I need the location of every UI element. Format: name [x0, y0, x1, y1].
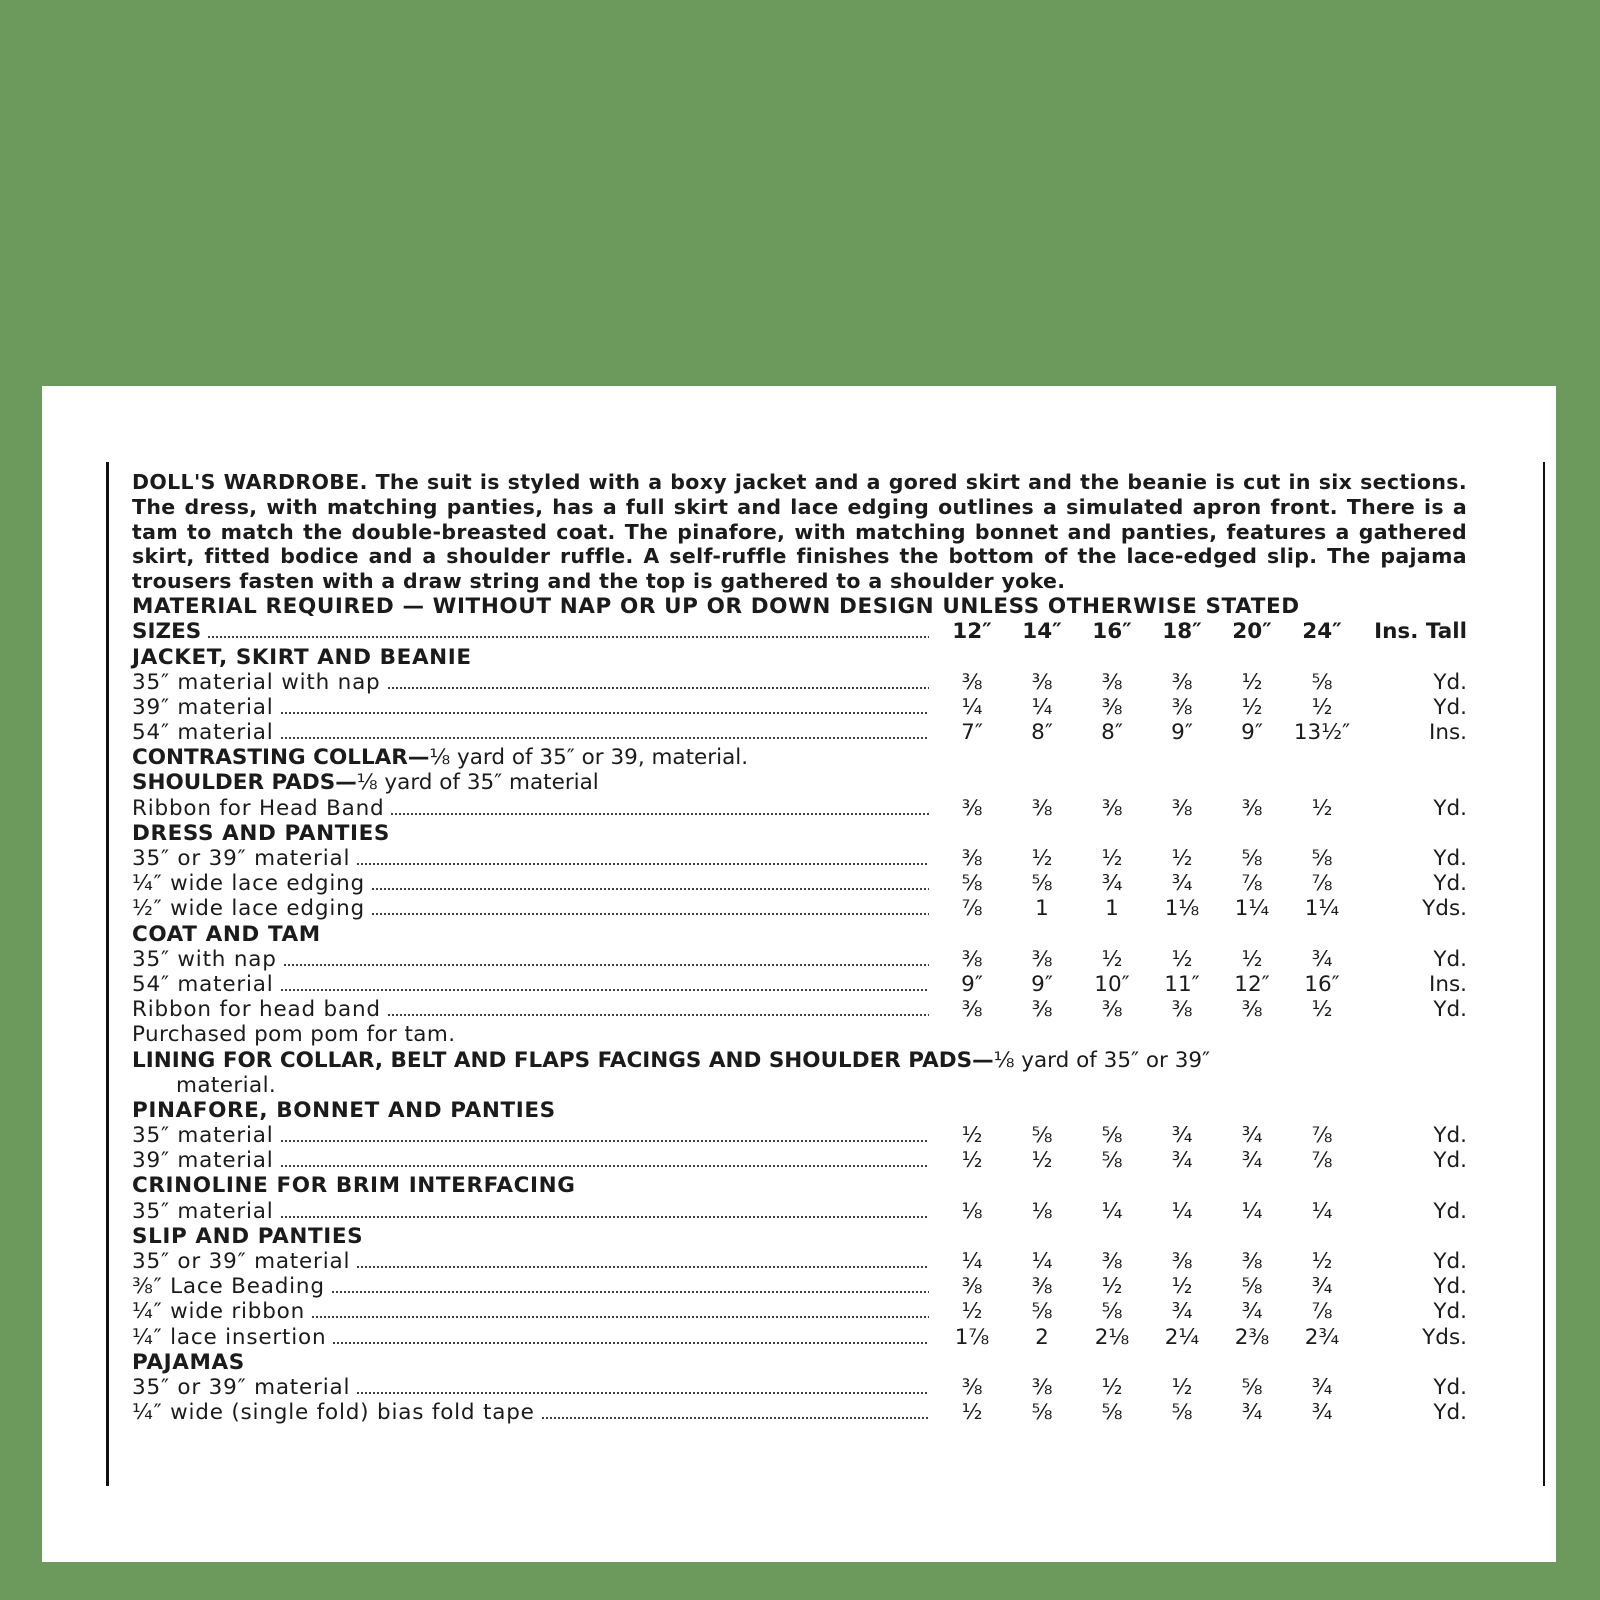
- dot-leader: [207, 636, 929, 638]
- unit-cell: Yd.: [1433, 669, 1467, 695]
- item-values: [937, 896, 1357, 921]
- quantity-cell: ¾: [1171, 1299, 1193, 1325]
- quantity-cell: ⅜: [1031, 1374, 1053, 1400]
- quantity-cell: 8″: [1031, 720, 1053, 746]
- quantity-cell: ⅝: [1171, 1400, 1193, 1426]
- material-row: [132, 1274, 1467, 1299]
- material-row: [132, 695, 1467, 720]
- plain-note: Purchased pom pom for tam.: [132, 1022, 456, 1048]
- section-heading: COAT AND TAM: [132, 921, 321, 947]
- section-heading: DRESS AND PANTIES: [132, 820, 390, 846]
- quantity-cell: 9″: [1171, 720, 1193, 746]
- note-line: [132, 1047, 1467, 1072]
- size-value: 24″: [1302, 619, 1342, 645]
- quantity-cell: ⅜: [1101, 669, 1123, 695]
- item-values: [937, 1199, 1357, 1224]
- item-label: 39″ material: [132, 694, 274, 720]
- dot-leader: [280, 712, 929, 714]
- quantity-cell: ½: [1171, 846, 1193, 872]
- size-values: [937, 619, 1357, 644]
- item-label: 54″ material: [132, 971, 274, 997]
- quantity-cell: ⅜: [1031, 669, 1053, 695]
- quantity-cell: ¾: [1311, 946, 1333, 972]
- material-row: [132, 1324, 1467, 1349]
- item-label: 54″ material: [132, 720, 274, 746]
- quantity-cell: ¼: [1171, 1198, 1193, 1224]
- unit-cell: Yd.: [1433, 1374, 1467, 1400]
- size-value: 16″: [1092, 619, 1132, 645]
- unit-cell: Yd.: [1433, 795, 1467, 821]
- unit-cell: Yd.: [1433, 997, 1467, 1023]
- quantity-cell: 9″: [1031, 971, 1053, 997]
- quantity-cell: ½: [1101, 846, 1123, 872]
- quantity-cell: ⅛: [961, 1198, 983, 1224]
- size-value: 20″: [1232, 619, 1272, 645]
- quantity-cell: ¾: [1241, 1299, 1263, 1325]
- item-label: 35″ material: [132, 1198, 274, 1224]
- quantity-cell: ¾: [1311, 1374, 1333, 1400]
- quantity-cell: ½: [1311, 694, 1333, 720]
- item-values: [937, 796, 1357, 821]
- size-value: 12″: [952, 619, 992, 645]
- dot-leader: [331, 1291, 929, 1293]
- quantity-cell: ½: [1311, 997, 1333, 1023]
- quantity-cell: ¼: [1031, 694, 1053, 720]
- item-label: 35″ or 39″ material: [132, 846, 351, 872]
- material-row: [132, 871, 1467, 896]
- quantity-cell: ⅝: [1241, 846, 1263, 872]
- material-row: [132, 1198, 1467, 1223]
- quantity-cell: ⅝: [961, 871, 983, 897]
- quantity-cell: ½: [1241, 694, 1263, 720]
- quantity-cell: ½: [1101, 1274, 1123, 1300]
- note-line: [132, 745, 1467, 770]
- quantity-cell: ⅝: [1241, 1274, 1263, 1300]
- item-label: Ribbon for head band: [132, 997, 381, 1023]
- item-label: 35″ with nap: [132, 946, 277, 972]
- quantity-cell: 9″: [1241, 720, 1263, 746]
- quantity-cell: ¼: [1241, 1198, 1263, 1224]
- dot-leader: [280, 1216, 929, 1218]
- item-label: 35″ or 39″ material: [132, 1249, 351, 1275]
- quantity-cell: 13½″: [1293, 720, 1351, 746]
- quantity-cell: ½: [1031, 1148, 1053, 1174]
- quantity-cell: ⅝: [1101, 1400, 1123, 1426]
- quantity-cell: ½: [1311, 795, 1333, 821]
- quantity-cell: ¾: [1171, 1123, 1193, 1149]
- quantity-cell: ⅜: [961, 1274, 983, 1300]
- quantity-cell: ⅜: [961, 997, 983, 1023]
- continued-text: material.: [176, 1072, 277, 1098]
- quantity-cell: ½: [1171, 946, 1193, 972]
- quantity-cell: ⅜: [1031, 946, 1053, 972]
- quantity-cell: 8″: [1101, 720, 1123, 746]
- item-label: ¼″ wide (single fold) bias fold tape: [132, 1400, 535, 1426]
- item-values: [937, 947, 1357, 972]
- quantity-cell: ⅜: [1171, 997, 1193, 1023]
- section-heading: JACKET, SKIRT AND BEANIE: [132, 644, 472, 670]
- quantity-cell: ⅜: [1171, 795, 1193, 821]
- section-heading: PINAFORE, BONNET AND PANTIES: [132, 1097, 556, 1123]
- unit-cell: Yd.: [1433, 1299, 1467, 1325]
- quantity-cell: 10″: [1094, 971, 1130, 997]
- unit-cell: Yd.: [1433, 1249, 1467, 1275]
- dot-leader: [311, 1316, 929, 1318]
- material-row: [132, 1299, 1467, 1324]
- note-text: ⅛ yard of 35″ material: [356, 770, 599, 796]
- quantity-cell: ½: [1101, 946, 1123, 972]
- quantity-cell: ⅜: [1031, 997, 1053, 1023]
- dot-leader: [356, 1266, 929, 1268]
- quantity-cell: 1: [1105, 896, 1119, 922]
- unit-cell: Yd.: [1433, 1274, 1467, 1300]
- quantity-cell: ⅞: [961, 896, 983, 922]
- quantity-cell: ¾: [1241, 1123, 1263, 1149]
- quantity-cell: ⅝: [1101, 1299, 1123, 1325]
- dot-leader: [387, 687, 930, 689]
- item-label: 35″ material with nap: [132, 669, 381, 695]
- quantity-cell: ½: [1101, 1374, 1123, 1400]
- quantity-cell: ⅝: [1311, 669, 1333, 695]
- quantity-cell: ⅜: [1031, 795, 1053, 821]
- quantity-cell: ⅞: [1311, 1299, 1333, 1325]
- quantity-cell: ½: [1241, 946, 1263, 972]
- dot-leader: [356, 1392, 929, 1394]
- quantity-cell: 2¾: [1304, 1324, 1340, 1350]
- material-row: [132, 997, 1467, 1022]
- sizes-row: [132, 619, 1467, 644]
- quantity-cell: ¾: [1311, 1274, 1333, 1300]
- note-heading: LINING FOR COLLAR, BELT AND FLAPS FACINGS AND SHOULDER PADS—: [132, 1047, 994, 1073]
- material-row: [132, 1123, 1467, 1148]
- item-values: [937, 670, 1357, 695]
- note-text: ⅛ yard of 35″ or 39″: [993, 1047, 1211, 1073]
- quantity-cell: 9″: [961, 971, 983, 997]
- quantity-cell: ⅜: [1171, 694, 1193, 720]
- quantity-cell: 2⅛: [1094, 1324, 1130, 1350]
- note-heading: CONTRASTING COLLAR—: [132, 745, 430, 771]
- item-values: [937, 972, 1357, 997]
- quantity-cell: ½: [961, 1400, 983, 1426]
- quantity-cell: ⅞: [1311, 1123, 1333, 1149]
- quantity-cell: ¼: [1031, 1249, 1053, 1275]
- quantity-cell: ⅝: [1031, 1400, 1053, 1426]
- quantity-cell: ½: [1311, 1249, 1333, 1275]
- quantity-cell: ¾: [1101, 871, 1123, 897]
- quantity-cell: 1¼: [1304, 896, 1340, 922]
- sizes-unit: Ins. Tall: [1374, 619, 1467, 645]
- material-row: [132, 846, 1467, 871]
- material-row: [132, 947, 1467, 972]
- material-row: [132, 896, 1467, 921]
- quantity-cell: ½: [961, 1299, 983, 1325]
- quantity-cell: ½: [961, 1148, 983, 1174]
- quantity-cell: ⅜: [1101, 1249, 1123, 1275]
- quantity-cell: ¾: [1241, 1148, 1263, 1174]
- item-values: [937, 871, 1357, 896]
- quantity-cell: ⅜: [1171, 669, 1193, 695]
- quantity-cell: ⅝: [1031, 1123, 1053, 1149]
- quantity-cell: 1⅞: [954, 1324, 990, 1350]
- quantity-cell: 2⅜: [1234, 1324, 1270, 1350]
- item-values: [937, 720, 1357, 745]
- section-heading: PAJAMAS: [132, 1349, 245, 1375]
- item-label: 35″ or 39″ material: [132, 1374, 351, 1400]
- material-row: [132, 1148, 1467, 1173]
- item-label: Ribbon for Head Band: [132, 795, 385, 821]
- section-heading: SLIP AND PANTIES: [132, 1223, 364, 1249]
- item-label: ¼″ wide ribbon: [132, 1299, 306, 1325]
- item-values: [937, 1325, 1357, 1350]
- material-row: [132, 670, 1467, 695]
- quantity-cell: ¾: [1171, 1148, 1193, 1174]
- item-label: 39″ material: [132, 1148, 274, 1174]
- material-row: [132, 1375, 1467, 1400]
- quantity-cell: ⅜: [961, 846, 983, 872]
- unit-cell: Yd.: [1433, 1198, 1467, 1224]
- unit-cell: Yds.: [1422, 1324, 1467, 1350]
- item-label: ¼″ lace insertion: [132, 1324, 327, 1350]
- sizes-label: SIZES: [132, 619, 202, 645]
- item-label: 35″ material: [132, 1123, 274, 1149]
- quantity-cell: ¼: [961, 1249, 983, 1275]
- quantity-cell: 11″: [1164, 971, 1200, 997]
- quantity-cell: ¾: [1311, 1400, 1333, 1426]
- item-values: [937, 1123, 1357, 1148]
- unit-cell: Yd.: [1433, 694, 1467, 720]
- dot-leader: [541, 1417, 929, 1419]
- unit-cell: Yd.: [1433, 871, 1467, 897]
- material-heading-text: MATERIAL REQUIRED — WITHOUT NAP OR UP OR DOWN DESIGN UNLESS OTHERWISE STATED: [132, 594, 1300, 620]
- quantity-cell: ⅜: [1171, 1249, 1193, 1275]
- item-values: [937, 997, 1357, 1022]
- unit-cell: Yd.: [1433, 1400, 1467, 1426]
- quantity-cell: 2: [1035, 1324, 1049, 1350]
- quantity-cell: ¾: [1171, 871, 1193, 897]
- quantity-cell: ⅝: [1101, 1148, 1123, 1174]
- quantity-cell: ⅝: [1101, 1123, 1123, 1149]
- item-values: [937, 1400, 1357, 1425]
- quantity-cell: ⅞: [1311, 871, 1333, 897]
- item-label: ½″ wide lace edging: [132, 896, 365, 922]
- quantity-cell: ⅜: [961, 669, 983, 695]
- note-text: ⅛ yard of 35″ or 39, material.: [429, 745, 749, 771]
- item-values: [937, 1274, 1357, 1299]
- quantity-cell: 12″: [1234, 971, 1270, 997]
- dot-leader: [332, 1342, 929, 1344]
- unit-cell: Yds.: [1422, 896, 1467, 922]
- item-values: [937, 846, 1357, 871]
- material-row: [132, 720, 1467, 745]
- item-label: ⅜″ Lace Beading: [132, 1274, 325, 1300]
- quantity-cell: ⅛: [1031, 1198, 1053, 1224]
- item-values: [937, 1148, 1357, 1173]
- note-heading: SHOULDER PADS—: [132, 770, 357, 796]
- dot-leader: [280, 737, 929, 739]
- pattern-document: [132, 470, 1467, 1425]
- quantity-cell: ⅜: [1241, 1249, 1263, 1275]
- quantity-cell: ⅜: [961, 1374, 983, 1400]
- material-table: [132, 644, 1467, 1425]
- item-values: [937, 1375, 1357, 1400]
- quantity-cell: 1¼: [1234, 896, 1270, 922]
- unit-cell: Yd.: [1433, 1148, 1467, 1174]
- material-row: [132, 795, 1467, 820]
- quantity-cell: ⅜: [1101, 795, 1123, 821]
- quantity-cell: ¼: [1311, 1198, 1333, 1224]
- unit-cell: Yd.: [1433, 846, 1467, 872]
- unit-cell: Ins.: [1428, 720, 1467, 746]
- quantity-cell: ⅜: [1101, 997, 1123, 1023]
- quantity-cell: ½: [1171, 1274, 1193, 1300]
- quantity-cell: 1: [1035, 896, 1049, 922]
- quantity-cell: ⅞: [1241, 871, 1263, 897]
- note-line: [132, 770, 1467, 795]
- material-row: [132, 972, 1467, 997]
- quantity-cell: ⅝: [1031, 1299, 1053, 1325]
- material-row: [132, 1400, 1467, 1425]
- dot-leader: [371, 913, 929, 915]
- quantity-cell: ⅜: [1241, 795, 1263, 821]
- unit-cell: Ins.: [1428, 971, 1467, 997]
- quantity-cell: ¼: [1101, 1198, 1123, 1224]
- quantity-cell: 1⅛: [1164, 896, 1200, 922]
- quantity-cell: ¾: [1241, 1400, 1263, 1426]
- item-label: ¼″ wide lace edging: [132, 871, 365, 897]
- size-value: 14″: [1022, 619, 1062, 645]
- item-values: [937, 1249, 1357, 1274]
- dot-leader: [371, 888, 929, 890]
- quantity-cell: ⅜: [1031, 1274, 1053, 1300]
- dot-leader: [280, 989, 929, 991]
- item-values: [937, 695, 1357, 720]
- intro-paragraph: DOLL'S WARDROBE. The suit is styled with a boxy jacket and a gored skirt and the beanie is cut in six sections. The dress, with matching panties, has a full skirt and lace edging outlines a simulated apron front. There is a tam to match the double-breasted coat. The pinafore, with matching bonnet and panties, features a gathered skirt, fitted bodice and a shoulder ruffle. A self-ruffle finishes the bottom of the lace-edged slip. The pajama trousers fasten with a draw string and the top is gathered to a shoulder yoke.: [132, 470, 1467, 594]
- material-heading: [132, 594, 1467, 619]
- quantity-cell: ⅝: [1241, 1374, 1263, 1400]
- dot-leader: [283, 964, 929, 966]
- quantity-cell: ½: [1241, 669, 1263, 695]
- quantity-cell: ¼: [961, 694, 983, 720]
- dot-leader: [387, 1014, 929, 1016]
- quantity-cell: ½: [1171, 1374, 1193, 1400]
- dot-leader: [390, 813, 929, 815]
- quantity-cell: ⅝: [1311, 846, 1333, 872]
- quantity-cell: ½: [961, 1123, 983, 1149]
- quantity-cell: ⅜: [1101, 694, 1123, 720]
- material-row: [132, 1249, 1467, 1274]
- unit-cell: Yd.: [1433, 1123, 1467, 1149]
- dot-leader: [280, 1140, 929, 1142]
- quantity-cell: 2¼: [1164, 1324, 1200, 1350]
- unit-cell: Yd.: [1433, 946, 1467, 972]
- quantity-cell: ⅜: [1241, 997, 1263, 1023]
- quantity-cell: ½: [1031, 846, 1053, 872]
- item-values: [937, 1299, 1357, 1324]
- quantity-cell: 16″: [1304, 971, 1340, 997]
- quantity-cell: ⅜: [961, 946, 983, 972]
- quantity-cell: 7″: [961, 720, 983, 746]
- section-heading: CRINOLINE FOR BRIM INTERFACING: [132, 1173, 576, 1199]
- size-value: 18″: [1162, 619, 1202, 645]
- quantity-cell: ⅜: [961, 795, 983, 821]
- dot-leader: [280, 1165, 929, 1167]
- quantity-cell: ⅝: [1031, 871, 1053, 897]
- quantity-cell: ⅞: [1311, 1148, 1333, 1174]
- dot-leader: [356, 863, 929, 865]
